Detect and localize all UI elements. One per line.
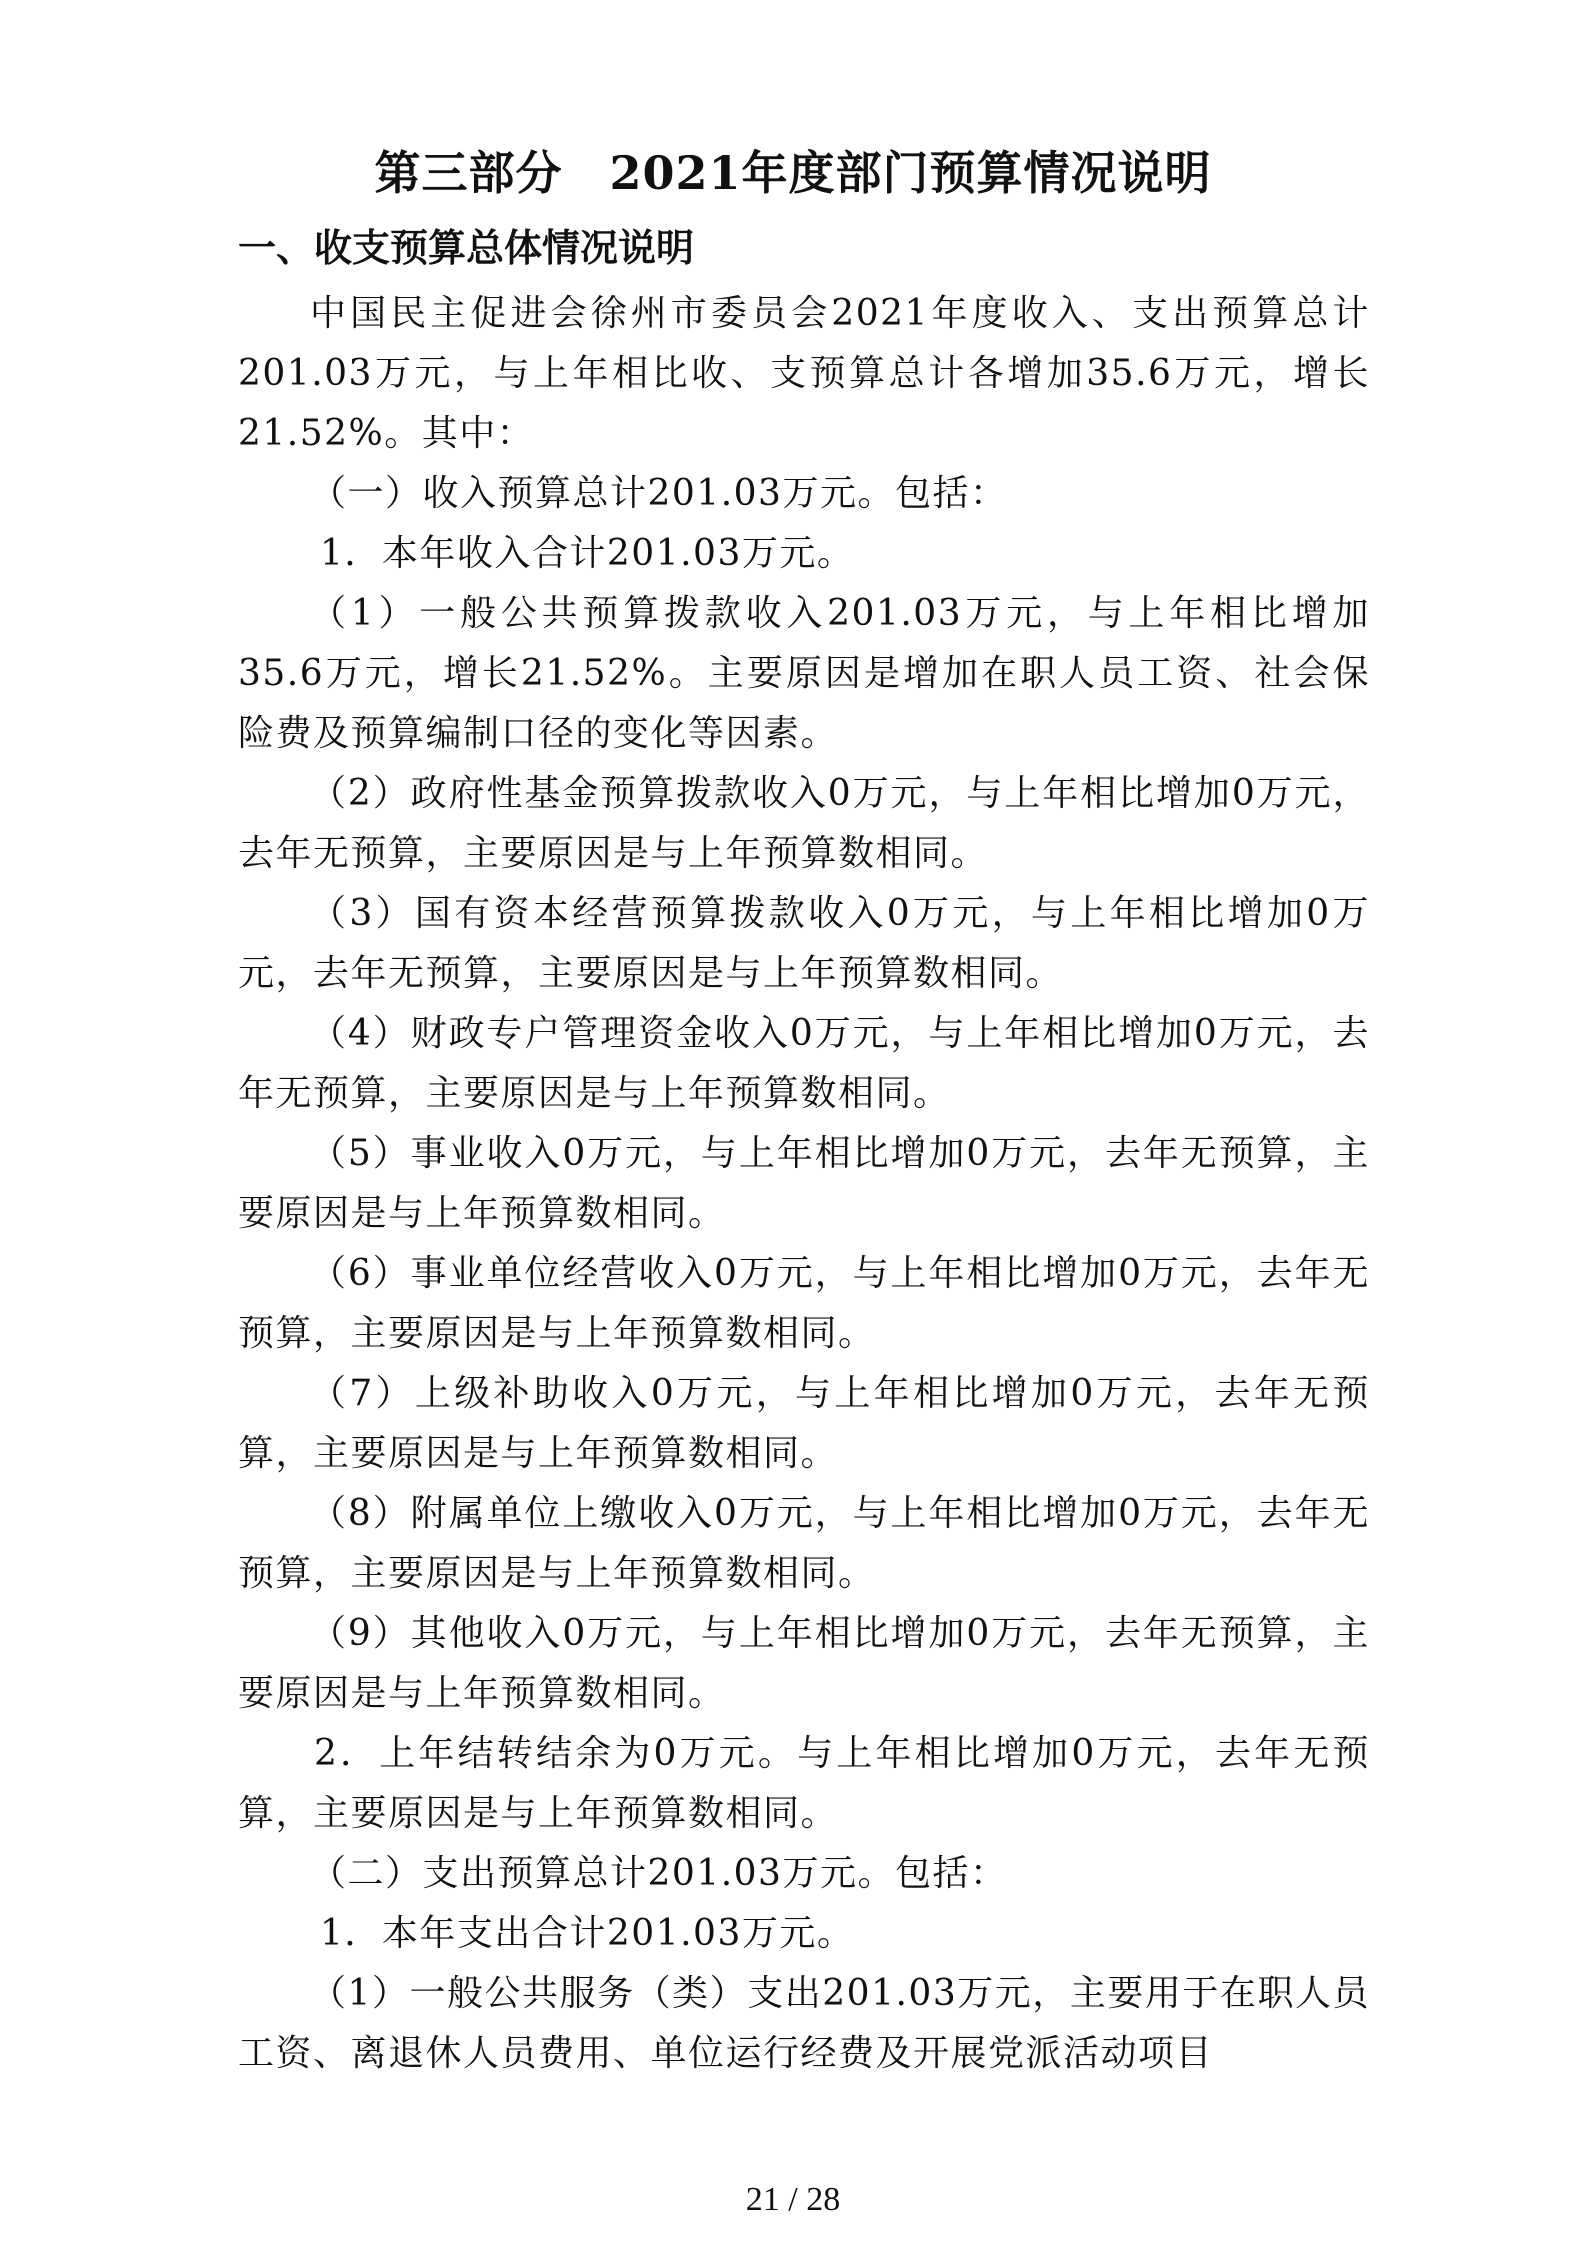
page-number: 21 / 28 [745,2181,841,2218]
paragraph-income-item-4: （4）财政专户管理资金收入0万元，与上年相比增加0万元，去年无预算，主要原因是与上年预算数相同。 [238,1013,1370,1114]
paragraph-carryover: 2．上年结转结余为0万元。与上年相比增加0万元，去年无预算，主要原因是与上年预算数相同。 [238,1733,1370,1834]
paragraph-income-item-1: （1）一般公共预算拨款收入201.03万元，与上年相比增加35.6万元，增长21.52%。主要原因是增加在职人员工资、社会保险费及预算编制口径的变化等因素。 [238,593,1370,754]
paragraph-expenditure-item-1: （1）一般公共服务（类）支出201.03万元，主要用于在职人员工资、离退休人员费用、单位运行经费及开展党派活动项目 [238,1973,1370,2074]
paragraph-income-current-year: 1．本年收入合计201.03万元。 [320,533,855,574]
paragraph-income-item-2: （2）政府性基金预算拨款收入0万元，与上年相比增加0万元，去年无预算，主要原因是与上年预算数相同。 [238,773,1370,874]
paragraph-income-item-6: （6）事业单位经营收入0万元，与上年相比增加0万元，去年无预算，主要原因是与上年预算数相同。 [238,1253,1370,1354]
paragraph-income-item-9: （9）其他收入0万元，与上年相比增加0万元，去年无预算，主要原因是与上年预算数相同。 [238,1613,1370,1714]
paragraph-income-item-5: （5）事业收入0万元，与上年相比增加0万元，去年无预算，主要原因是与上年预算数相同。 [238,1133,1370,1234]
paragraph-income-item-7: （7）上级补助收入0万元，与上年相比增加0万元，去年无预算，主要原因是与上年预算数相同。 [238,1373,1370,1474]
paragraph-summary: 中国民主促进会徐州市委员会2021年度收入、支出预算总计201.03万元，与上年相比收、支预算总计各增加35.6万元，增长21.52%。其中： [238,293,1370,454]
paragraph-income-total: （一）收入预算总计201.03万元。包括： [310,473,1008,514]
section-heading: 一、收支预算总体情况说明 [238,226,695,270]
paragraph-expenditure-current-year: 1．本年支出合计201.03万元。 [320,1913,855,1954]
paragraph-expenditure-total: （二）支出预算总计201.03万元。包括： [310,1853,1008,1894]
paragraph-income-item-8: （8）附属单位上缴收入0万元，与上年相比增加0万元，去年无预算，主要原因是与上年预算数相同。 [238,1493,1370,1594]
paragraph-income-item-3: （3）国有资本经营预算拨款收入0万元，与上年相比增加0万元，去年无预算，主要原因是与上年预算数相同。 [238,893,1370,994]
body-text [238,284,1370,2084]
page-title: 第三部分 2021年度部门预算情况说明 [374,146,1212,200]
